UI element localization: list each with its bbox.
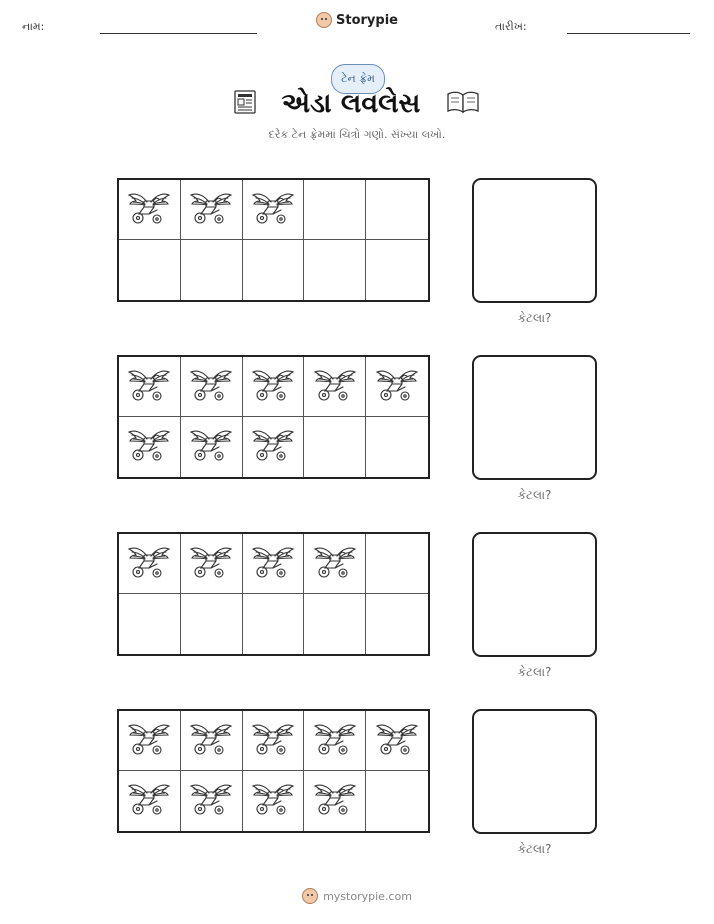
ten-frame-cell (304, 357, 366, 417)
winged-bicycle-icon (313, 542, 357, 586)
ten-frame-cell (181, 240, 243, 300)
count-prompt-1: કેટલા? (517, 311, 552, 325)
ten-frame-cell (243, 771, 305, 831)
ten-frame-cell (304, 240, 366, 300)
ten-frame-cell (366, 594, 428, 654)
ten-frame-cell (366, 180, 428, 240)
ten-frame-cell (119, 594, 181, 654)
ten-frame-cell (366, 417, 428, 477)
winged-bicycle-icon (375, 719, 419, 763)
ten-frame-cell (243, 417, 305, 477)
open-book-icon (446, 90, 480, 118)
ten-frame-cell (119, 711, 181, 771)
winged-bicycle-icon (127, 365, 171, 409)
winged-bicycle-icon (375, 365, 419, 409)
winged-bicycle-icon (251, 188, 295, 232)
ten-frame-cell (243, 180, 305, 240)
ten-frame-cell (181, 180, 243, 240)
winged-bicycle-icon (251, 719, 295, 763)
ten-frame-cell (366, 357, 428, 417)
ten-frame-4 (117, 709, 430, 833)
ten-frame-cell (366, 711, 428, 771)
winged-bicycle-icon (189, 719, 233, 763)
ten-frame-cell (304, 771, 366, 831)
winged-bicycle-icon (251, 542, 295, 586)
date-line[interactable] (567, 33, 690, 34)
ten-frame-cell (181, 417, 243, 477)
ten-frame-cell (366, 771, 428, 831)
winged-bicycle-icon (189, 425, 233, 469)
ten-frame-cell (243, 594, 305, 654)
name-label: નામ: (22, 20, 45, 33)
ten-frame-cell (181, 534, 243, 594)
brand-name: Storypie (336, 12, 398, 28)
ten-frame-cell (119, 180, 181, 240)
name-line[interactable] (100, 33, 257, 34)
winged-bicycle-icon (189, 365, 233, 409)
winged-bicycle-icon (189, 542, 233, 586)
instructions: દરેક ટેન ફ્રેમમાં ચિત્રો ગણો. સંખ્યા લખો. (268, 128, 446, 141)
brand (0, 12, 714, 32)
page-title: એડા લવલેસ (281, 88, 421, 119)
ten-frame-cell (119, 417, 181, 477)
ten-frame-cell (304, 594, 366, 654)
ten-frame-cell (243, 357, 305, 417)
ten-frame-cell (181, 771, 243, 831)
ten-frame-cell (304, 534, 366, 594)
ten-frame-cell (304, 180, 366, 240)
ten-frame-cell (119, 771, 181, 831)
answer-box-4[interactable] (472, 709, 597, 834)
winged-bicycle-icon (313, 365, 357, 409)
footer-site: mystorypie.com (323, 889, 412, 903)
count-prompt-3: કેટલા? (517, 665, 552, 679)
winged-bicycle-icon (127, 779, 171, 823)
winged-bicycle-icon (313, 719, 357, 763)
ten-frame-cell (304, 711, 366, 771)
winged-bicycle-icon (189, 188, 233, 232)
answer-box-1[interactable] (472, 178, 597, 303)
winged-bicycle-icon (127, 542, 171, 586)
winged-bicycle-icon (127, 188, 171, 232)
winged-bicycle-icon (251, 365, 295, 409)
ten-frame-cell (119, 534, 181, 594)
answer-box-3[interactable] (472, 532, 597, 657)
ten-frame-cell (119, 240, 181, 300)
storypie-logo-icon (302, 888, 318, 904)
count-prompt-4: કેટલા? (517, 842, 552, 856)
ten-frame-cell (181, 357, 243, 417)
newspaper-icon (234, 90, 256, 118)
winged-bicycle-icon (251, 425, 295, 469)
ten-frame-cell (366, 240, 428, 300)
ten-frame-cell (304, 417, 366, 477)
winged-bicycle-icon (127, 719, 171, 763)
ten-frame-cell (181, 594, 243, 654)
ten-frame-cell (243, 711, 305, 771)
count-prompt-2: કેટલા? (517, 488, 552, 502)
ten-frame-3 (117, 532, 430, 656)
ten-frame-cell (243, 240, 305, 300)
winged-bicycle-icon (127, 425, 171, 469)
winged-bicycle-icon (189, 779, 233, 823)
ten-frame-cell (119, 357, 181, 417)
ten-frame-2 (117, 355, 430, 479)
ten-frame-cell (366, 534, 428, 594)
ten-frame-cell (181, 711, 243, 771)
winged-bicycle-icon (251, 779, 295, 823)
winged-bicycle-icon (313, 779, 357, 823)
ten-frame-1 (117, 178, 430, 302)
footer (0, 888, 714, 907)
answer-box-2[interactable] (472, 355, 597, 480)
ten-frame-cell (243, 534, 305, 594)
date-label: તારીખ: (495, 20, 527, 33)
storypie-logo-icon (316, 12, 332, 28)
topic-badge: ટેન ફ્રેમ (331, 64, 385, 94)
